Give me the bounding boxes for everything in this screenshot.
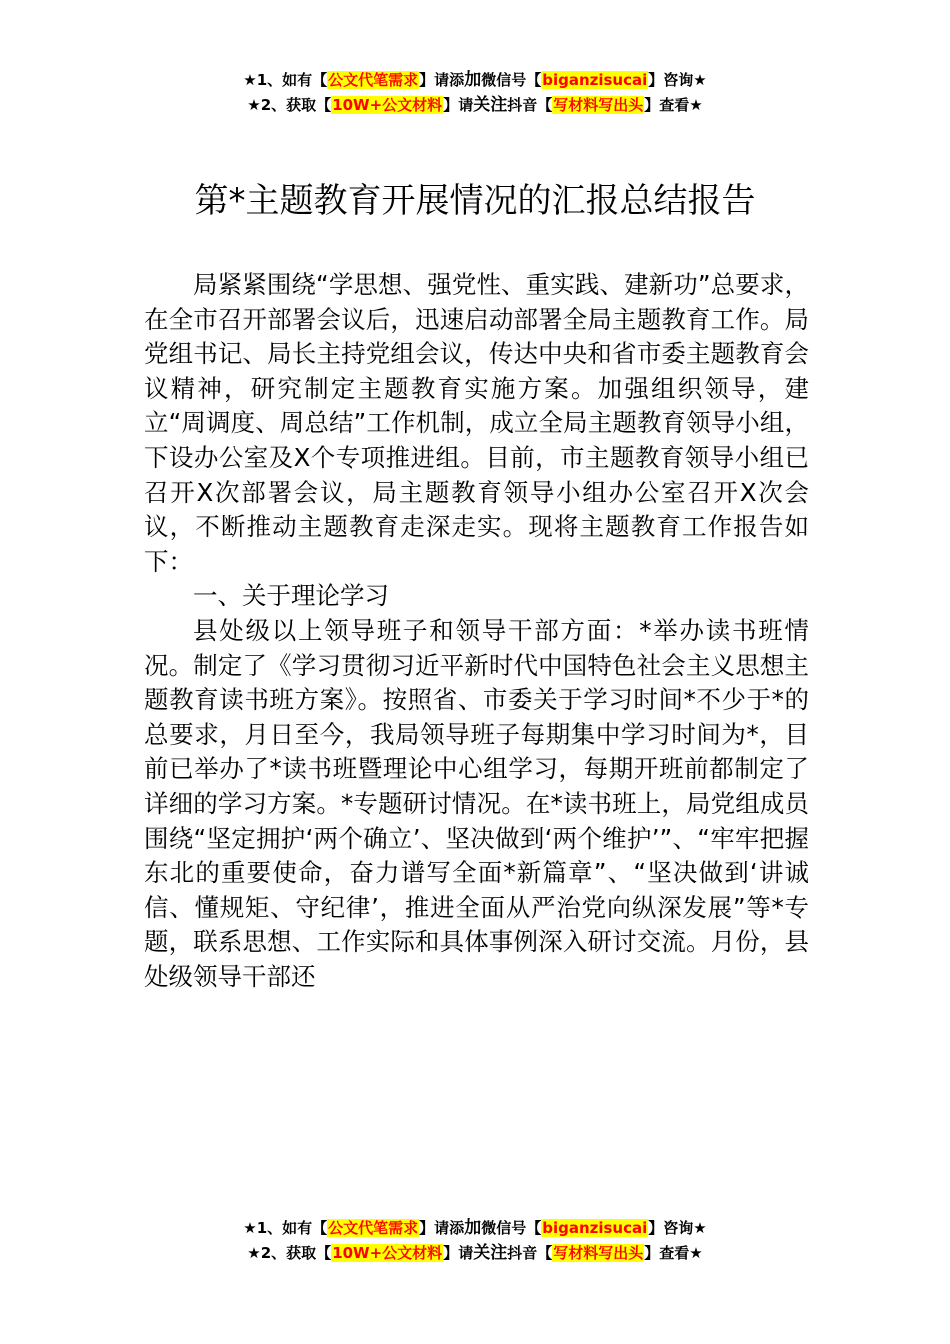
banner-text: 加 bbox=[464, 70, 482, 90]
document-body bbox=[144, 268, 809, 994]
banner-text: 】请 bbox=[443, 1244, 474, 1262]
highlight-materials: 10W+公文材料 bbox=[332, 96, 443, 114]
highlight-douyin-id: 写材料写出头 bbox=[553, 1244, 644, 1262]
banner-text: ★2、获取【 bbox=[247, 96, 332, 114]
banner-text: 】咨询★ bbox=[648, 71, 707, 89]
banner-text: 】请 bbox=[443, 96, 474, 114]
banner-text: 抖音【 bbox=[507, 1244, 553, 1262]
banner-text: ★1、如有【 bbox=[243, 71, 328, 89]
highlight-materials: 10W+公文材料 bbox=[332, 1244, 443, 1262]
footer-banner bbox=[0, 1216, 950, 1266]
banner-text: 微信号【 bbox=[481, 1219, 542, 1237]
section-heading: 一、关于理论学习 bbox=[193, 581, 389, 611]
banner-line-2 bbox=[0, 1241, 950, 1266]
banner-text: 】咨询★ bbox=[648, 1219, 707, 1237]
highlight-wechat-id: biganzisucai bbox=[542, 1219, 648, 1237]
banner-text: 抖音【 bbox=[507, 96, 553, 114]
banner-line-2 bbox=[0, 93, 950, 118]
paragraph-theory-study: 县处级以上领导班子和领导干部方面：*举办读书班情况。制定了《学习贯彻习近平新时代中国特色社会主义思想主题教育读书班方案》。按照省、市委关于学习时间*不少于*的总要求，月日至今，我局领导班子每期集中学习时间为*，目前已举办了*读书班暨理论中心组学习，每期开班前都制定了详细的学习方案。*专题研讨情况。在*读书班上，局党组成员围绕“坚定拥护‘两个确立’、坚决做到‘两个维护’”、“牢牢把握东北的重要使命，奋力谱写全面*新篇章”、“坚决做到‘讲诚信、懂规矩、守纪律’，推进全面从严治党向纵深发展”等*专题，联系思想、工作实际和具体事例深入研讨交流。月份，县处级领导干部还 bbox=[144, 615, 809, 991]
banner-text: 加 bbox=[464, 1218, 482, 1238]
banner-line-1 bbox=[0, 1216, 950, 1241]
banner-text: 关注 bbox=[473, 1243, 508, 1263]
paragraph-intro: 局紧紧围绕“学思想、强党性、重实践、建新功”总要求，在全市召开部署会议后，迅速启动部署全局主题教育工作。局党组书记、局长主持党组会议，传达中央和省市委主题教育会议精神，研究制定主题教育实施方案。加强组织领导，建立“周调度、周总结”工作机制，成立全局主题教育领导小组，下设办公室及X个专项推进组。目前，市主题教育领导小组已召开X次部署会议，局主题教育领导小组办公室召开X次会议，不断推动主题教育走深走实。现将主题教育工作报告如下： bbox=[144, 270, 809, 576]
banner-text: 微信号【 bbox=[481, 71, 542, 89]
banner-text: ★2、获取【 bbox=[247, 1244, 332, 1262]
banner-text: 】查看★ bbox=[644, 1244, 703, 1262]
header-banner bbox=[0, 68, 950, 118]
banner-text: 关注 bbox=[473, 95, 508, 115]
document-title: 第*主题教育开展情况的汇报总结报告 bbox=[194, 181, 756, 221]
highlight-douyin-id: 写材料写出头 bbox=[553, 96, 644, 114]
highlight-wechat-id: biganzisucai bbox=[542, 71, 648, 89]
banner-text: 】请添 bbox=[419, 71, 465, 89]
banner-line-1 bbox=[0, 68, 950, 93]
banner-text: 】查看★ bbox=[644, 96, 703, 114]
banner-text: ★1、如有【 bbox=[243, 1219, 328, 1237]
banner-text: 】请添 bbox=[419, 1219, 465, 1237]
highlight-service: 公文代笔需求 bbox=[328, 71, 419, 89]
highlight-service: 公文代笔需求 bbox=[328, 1219, 419, 1237]
